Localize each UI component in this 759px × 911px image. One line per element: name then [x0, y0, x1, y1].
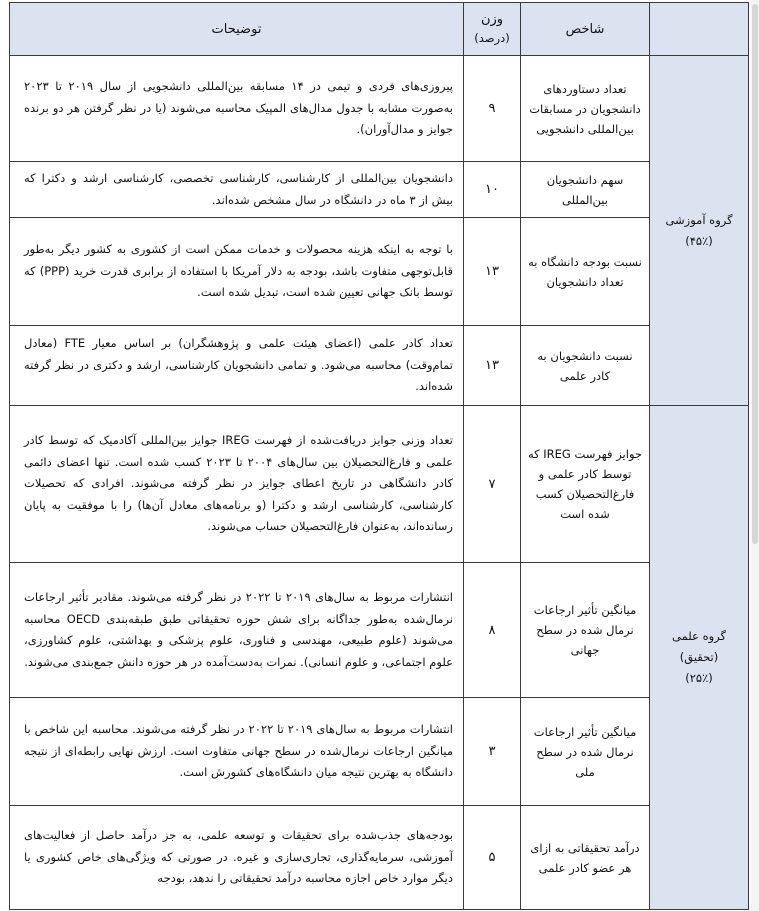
header-weight-label: وزن — [480, 12, 504, 27]
table-row — [10, 563, 749, 698]
indicator-cell: تعداد دستاوردهای دانشجویان در مسابقات بین‌المللی دانشجویی — [521, 56, 650, 162]
description-cell: انتشارات مربوط به سال‌های ۲۰۱۹ تا ۲۰۲۲ در نظر گرفته می‌شوند. مقادیر تأثیر ارجاعات نرمال‌شده به‌طور جداگانه برای شش حوزه تحقیقاتی طبق طبقه‌بندی OECD محاسبه می‌شوند (علوم طبیعی، مهندسی و فناوری، علوم پزشکی و بهداشتی، علوم کشاورزی، علوم اجتماعی، و علوم انسانی). نمرات به‌دست‌آمده در هر حوزه دانش جمع‌بندی می‌شوند. — [10, 563, 464, 698]
weight-cell: ۸ — [464, 563, 521, 698]
table-row — [10, 698, 749, 806]
description-cell: با توجه به اینکه هزینه محصولات و خدمات ممکن است از کشوری به کشور دیگر به‌طور قابل‌توجهی متفاوت باشد، بودجه به دلار آمریکا با استفاده از برابری قدرت خرید (PPP) که توسط بانک جهانی تعیین شده است، تبدیل شده است. — [10, 218, 464, 326]
indicator-cell: سهم دانشجویان بین‌المللی — [521, 162, 650, 218]
indicator-cell: نسبت دانشجویان به کادر علمی — [521, 326, 650, 406]
table-row — [10, 162, 749, 218]
table-row — [10, 326, 749, 406]
group-label: گروه علمی — [672, 629, 726, 643]
vertical-scrollbar[interactable] — [751, 0, 759, 911]
description-cell: تعداد وزنی جوایز دریافت‌شده از فهرست IREG جوایز بین‌المللی آکادمیک که توسط کادر علمی و فارغ‌التحصیلان بین سال‌های ۲۰۰۴ تا ۲۰۲۳ کسب شده است. تنها اعضای دائمی کادر دانشگاهی در تاریخ اعطای جوایز در نظر گرفته می‌شوند. افرادی که تحصیلات کارشناسی، کارشناسی ارشد و دکترا (و برنامه‌های معادل آن‌ها) را با موفقیت به پایان رسانده‌اند، به‌عنوان فارغ‌التحصیلان حساب می‌شوند. — [10, 406, 464, 563]
criteria-table — [9, 2, 749, 910]
header-group-cell — [650, 3, 749, 56]
group-cell-research — [650, 406, 749, 910]
description-cell: پیروزی‌های فردی و تیمی در ۱۴ مسابقه بین‌المللی دانشجویی از سال ۲۰۱۹ تا ۲۰۲۳ به‌صورت مشابه با جدول مدال‌های المپیک محاسبه می‌شوند (یا در نظر گرفتن هر دو برنده جوایز و مدال‌آوران). — [10, 56, 464, 162]
table-header-row — [10, 3, 749, 56]
scrollbar-thumb[interactable] — [752, 4, 758, 544]
table-row — [10, 806, 749, 910]
header-weight — [464, 3, 521, 56]
weight-cell: ۳ — [464, 698, 521, 806]
header-weight-unit: (درصد) — [474, 31, 510, 45]
indicator-cell: میانگین تأثیر ارجاعات نرمال شده در سطح ملی — [521, 698, 650, 806]
header-indicator: شاخص — [521, 3, 650, 56]
indicator-cell: درآمد تحقیقاتی به ازای هر عضو کادر علمی — [521, 806, 650, 910]
description-cell: انتشارات مربوط به سال‌های ۲۰۱۹ تا ۲۰۲۲ در نظر گرفته می‌شوند. محاسبه این شاخص با میانگین ارجاعات نرمال‌شده در سطح جهانی متفاوت است. ارزش نهایی رابطه‌ای از نتیجه دانشگاه به بهترین نتیجه میان دانشگاه‌های کشورش است. — [10, 698, 464, 806]
group-label: گروه آموزشی — [665, 212, 733, 227]
weight-cell: ۱۳ — [464, 326, 521, 406]
group-share: (۲۵٪) — [685, 671, 713, 685]
description-cell: دانشجویان بین‌المللی از کارشناسی، کارشناسی تخصصی، کارشناسی ارشد و دکترا که بیش از ۳ ماه در دانشگاه در سال مشخص شده‌اند. — [10, 162, 464, 218]
table-row — [10, 56, 749, 162]
weight-cell: ۱۳ — [464, 218, 521, 326]
weight-cell: ۵ — [464, 806, 521, 910]
table-row — [10, 406, 749, 563]
weight-cell: ۱۰ — [464, 162, 521, 218]
indicator-cell: نسبت بودجه دانشگاه به تعداد دانشجویان — [521, 218, 650, 326]
description-cell: بودجه‌های جذب‌شده برای تحقیقات و توسعه علمی، به جز درآمد حاصل از فعالیت‌های آموزشی، سرمایه‌گذاری، تجاری‌سازی و غیره. در صورتی که ویژگی‌های خاص کشوری یا دیگر موارد خاص اجازه محاسبه درآمد تحقیقاتی را ندهد، بودجه — [10, 806, 464, 910]
indicator-cell: جوایز فهرست IREG که توسط کادر علمی و فارغ‌التحصیلان کسب شده است — [521, 406, 650, 563]
group-share: (۴۵٪) — [685, 233, 713, 248]
weight-cell: ۹ — [464, 56, 521, 162]
group-sublabel: (تحقیق) — [679, 650, 719, 664]
table-row — [10, 218, 749, 326]
group-cell-education — [650, 56, 749, 406]
description-cell: تعداد کادر علمی (اعضای هیئت علمی و پژوهشگران) بر اساس معیار FTE (معادل تمام‌وقت) محاسبه می‌شود. و تمامی دانشجویان کارشناسی، ارشد و دکتری در نظر گرفته شده‌اند. — [10, 326, 464, 406]
indicator-cell: میانگین تأثیر ارجاعات نرمال شده در سطح جهانی — [521, 563, 650, 698]
header-description: توضیحات — [10, 3, 464, 56]
weight-cell: ۷ — [464, 406, 521, 563]
